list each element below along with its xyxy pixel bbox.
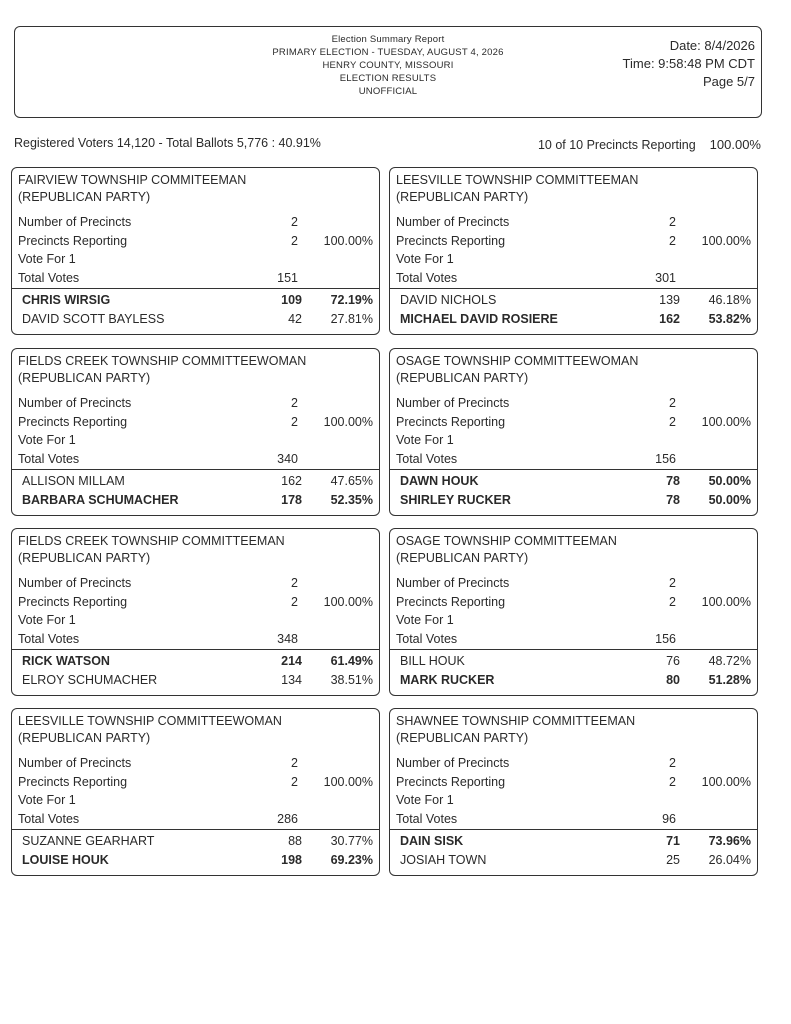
results-divider (390, 288, 757, 289)
stat-value: 2 (291, 576, 298, 590)
candidate-row (22, 832, 373, 850)
number-of-precincts-row (18, 575, 373, 592)
candidate-row (22, 491, 373, 509)
stat-value: 340 (277, 451, 298, 466)
stat-label: Precincts Reporting (396, 414, 506, 429)
stat-value: 286 (277, 811, 298, 826)
contest-box (389, 167, 758, 335)
results-divider (390, 469, 757, 470)
candidate-votes: 71 (666, 834, 680, 848)
candidate-name: DAWN HOUK (400, 474, 479, 488)
results-divider (12, 288, 379, 289)
candidate-name: SUZANNE GEARHART (22, 834, 155, 848)
stat-value: 2 (669, 396, 676, 410)
stat-value: 156 (655, 631, 676, 646)
total-votes-row (396, 270, 751, 287)
stat-label: Vote For 1 (396, 793, 454, 807)
stat-percent: 100.00% (323, 594, 373, 609)
vote-for-row (18, 251, 373, 268)
candidate-row (400, 832, 751, 850)
stat-label: Total Votes (396, 270, 458, 285)
precincts-reporting-pct: 100.00% (709, 137, 761, 152)
vote-for-row (18, 432, 373, 449)
number-of-precincts-row (396, 755, 751, 772)
results-divider (12, 829, 379, 830)
stat-label: Vote For 1 (396, 433, 454, 447)
candidate-row (400, 291, 751, 309)
candidate-row (400, 671, 751, 689)
stat-label: Total Votes (18, 811, 80, 826)
precincts-reporting-row (18, 414, 373, 431)
stat-value: 2 (669, 414, 676, 429)
stat-value: 96 (662, 811, 676, 826)
number-of-precincts-row (18, 755, 373, 772)
stat-label: Number of Precincts (18, 756, 132, 770)
report-meta (623, 37, 755, 91)
status-label: UNOFFICIAL (358, 86, 418, 97)
report-date: Date: 8/4/2026 (669, 38, 755, 53)
candidate-percent: 48.72% (708, 654, 751, 668)
stat-percent: 100.00% (701, 233, 751, 248)
stat-label: Number of Precincts (396, 756, 510, 770)
contest-title (18, 172, 246, 206)
stat-label: Vote For 1 (396, 252, 454, 266)
contest-office: FIELDS CREEK TOWNSHIP COMMITTEEWOMAN (18, 354, 307, 368)
stat-label: Number of Precincts (18, 396, 132, 410)
candidate-percent: 61.49% (330, 654, 373, 668)
stat-value: 2 (669, 576, 676, 590)
stat-label: Precincts Reporting (18, 233, 128, 248)
candidate-name: MARK RUCKER (400, 673, 495, 687)
stat-percent: 100.00% (323, 774, 373, 789)
contest-party: (REPUBLICAN PARTY) (396, 551, 529, 565)
total-votes-row (18, 451, 373, 468)
stat-value: 301 (655, 270, 676, 285)
precincts-reporting-summary: 10 of 10 Precincts Reporting (537, 138, 696, 152)
candidate-votes: 25 (666, 853, 680, 867)
candidate-percent: 47.65% (330, 474, 373, 488)
candidate-percent: 46.18% (708, 293, 751, 307)
candidate-row (22, 652, 373, 670)
candidate-percent: 30.77% (330, 834, 373, 848)
contest-title (18, 713, 282, 747)
candidate-row (22, 291, 373, 309)
candidate-row (400, 310, 751, 328)
stat-percent: 100.00% (701, 594, 751, 609)
contest-office: FIELDS CREEK TOWNSHIP COMMITTEEMAN (18, 534, 285, 548)
stat-label: Vote For 1 (18, 793, 76, 807)
candidate-votes: 80 (666, 673, 680, 687)
voter-summary: Registered Voters 14,120 - Total Ballots 5,776 : 40.91% (14, 136, 321, 150)
candidate-votes: 134 (281, 673, 302, 687)
stat-label: Total Votes (396, 631, 458, 646)
report-title: Election Summary Report (331, 34, 445, 45)
candidate-votes: 109 (281, 293, 302, 307)
results-divider (390, 649, 757, 650)
candidate-percent: 72.19% (330, 293, 373, 307)
contest-party: (REPUBLICAN PARTY) (18, 190, 151, 204)
stat-label: Number of Precincts (396, 396, 510, 410)
candidate-percent: 73.96% (708, 834, 751, 848)
stat-value: 2 (291, 233, 298, 248)
candidate-name: DAVID SCOTT BAYLESS (22, 312, 165, 326)
stat-percent: 100.00% (323, 414, 373, 429)
stat-label: Vote For 1 (396, 613, 454, 627)
stat-value: 2 (291, 774, 298, 789)
results-divider (12, 469, 379, 470)
page-number: Page 5/7 (702, 74, 755, 89)
stat-label: Total Votes (396, 451, 458, 466)
stat-label: Vote For 1 (18, 613, 76, 627)
contest-party: (REPUBLICAN PARTY) (18, 371, 151, 385)
candidate-votes: 139 (659, 293, 680, 307)
candidate-row (22, 472, 373, 490)
stat-value: 2 (669, 756, 676, 770)
contest-box (11, 348, 380, 516)
contest-box (389, 528, 758, 696)
stat-value: 156 (655, 451, 676, 466)
stat-value: 2 (291, 594, 298, 609)
precincts-reporting-row (18, 233, 373, 250)
results-divider (12, 649, 379, 650)
stat-label: Precincts Reporting (396, 594, 506, 609)
report-time: Time: 9:58:48 PM CDT (622, 56, 755, 71)
candidate-name: CHRIS WIRSIG (22, 293, 111, 307)
contest-office: FAIRVIEW TOWNSHIP COMMITEEMAN (18, 173, 247, 187)
results-label: ELECTION RESULTS (339, 73, 437, 84)
stat-label: Total Votes (18, 270, 80, 285)
stat-label: Precincts Reporting (396, 233, 506, 248)
candidate-percent: 50.00% (708, 474, 751, 488)
stat-label: Total Votes (396, 811, 458, 826)
candidate-votes: 162 (659, 312, 680, 326)
total-votes-row (18, 270, 373, 287)
stat-label: Total Votes (18, 451, 80, 466)
candidate-votes: 78 (666, 474, 680, 488)
precincts-reporting-row (396, 594, 751, 611)
contest-office: SHAWNEE TOWNSHIP COMMITTEEMAN (396, 714, 636, 728)
candidate-votes: 198 (281, 853, 302, 867)
results-divider (390, 829, 757, 830)
stat-value: 2 (291, 756, 298, 770)
stat-value: 2 (291, 396, 298, 410)
county-name: HENRY COUNTY, MISSOURI (322, 60, 454, 71)
candidate-percent: 51.28% (708, 673, 751, 687)
stat-label: Vote For 1 (18, 433, 76, 447)
contest-office: OSAGE TOWNSHIP COMMITTEEWOMAN (396, 354, 639, 368)
precinct-summary (538, 137, 761, 152)
stat-label: Precincts Reporting (396, 774, 506, 789)
vote-for-row (18, 792, 373, 809)
contest-party: (REPUBLICAN PARTY) (396, 190, 529, 204)
contest-title (18, 353, 306, 387)
stat-value: 2 (291, 215, 298, 229)
candidate-name: JOSIAH TOWN (400, 853, 487, 867)
stat-value: 151 (277, 270, 298, 285)
precincts-reporting-row (396, 774, 751, 791)
contest-title (396, 533, 617, 567)
candidate-percent: 52.35% (330, 493, 373, 507)
precincts-reporting-row (18, 774, 373, 791)
report-header (14, 26, 762, 118)
stat-label: Total Votes (18, 631, 80, 646)
candidate-percent: 26.04% (708, 853, 751, 867)
contest-party: (REPUBLICAN PARTY) (18, 551, 151, 565)
candidate-percent: 53.82% (708, 312, 751, 326)
contest-box (11, 708, 380, 876)
candidate-row (22, 671, 373, 689)
candidate-name: BILL HOUK (400, 654, 465, 668)
contest-party: (REPUBLICAN PARTY) (396, 731, 529, 745)
vote-for-row (396, 251, 751, 268)
candidate-votes: 42 (288, 312, 302, 326)
candidate-row (400, 851, 751, 869)
stat-value: 2 (669, 774, 676, 789)
stat-label: Precincts Reporting (18, 594, 128, 609)
candidate-name: DAIN SISK (400, 834, 464, 848)
stat-value: 2 (291, 414, 298, 429)
stat-value: 2 (669, 233, 676, 248)
candidate-percent: 38.51% (330, 673, 373, 687)
stat-label: Number of Precincts (396, 215, 510, 229)
contest-box (11, 528, 380, 696)
precincts-reporting-row (396, 233, 751, 250)
total-votes-row (396, 631, 751, 648)
contest-office: OSAGE TOWNSHIP COMMITTEEMAN (396, 534, 617, 548)
stat-label: Precincts Reporting (18, 414, 128, 429)
candidate-votes: 88 (288, 834, 302, 848)
candidate-name: BARBARA SCHUMACHER (22, 493, 179, 507)
vote-for-row (396, 792, 751, 809)
total-votes-row (396, 451, 751, 468)
number-of-precincts-row (396, 214, 751, 231)
contest-title (396, 172, 638, 206)
candidate-name: MICHAEL DAVID ROSIERE (400, 312, 558, 326)
contest-title (396, 353, 638, 387)
contest-box (11, 167, 380, 335)
stat-label: Precincts Reporting (18, 774, 128, 789)
precincts-reporting-row (18, 594, 373, 611)
stat-percent: 100.00% (701, 414, 751, 429)
precincts-reporting-row (396, 414, 751, 431)
contest-box (389, 348, 758, 516)
number-of-precincts-row (18, 395, 373, 412)
stat-value: 348 (277, 631, 298, 646)
candidate-name: LOUISE HOUK (22, 853, 109, 867)
contest-party: (REPUBLICAN PARTY) (396, 371, 529, 385)
contest-office: LEESVILLE TOWNSHIP COMMITTEEMAN (396, 173, 639, 187)
candidate-votes: 178 (281, 493, 302, 507)
stat-label: Number of Precincts (18, 215, 132, 229)
stat-percent: 100.00% (323, 233, 373, 248)
vote-for-row (396, 612, 751, 629)
candidate-votes: 162 (281, 474, 302, 488)
stat-label: Vote For 1 (18, 252, 76, 266)
candidate-name: RICK WATSON (22, 654, 110, 668)
candidate-votes: 78 (666, 493, 680, 507)
candidate-percent: 50.00% (708, 493, 751, 507)
contest-party: (REPUBLICAN PARTY) (18, 731, 151, 745)
candidate-row (400, 472, 751, 490)
candidate-name: SHIRLEY RUCKER (400, 493, 511, 507)
candidate-percent: 69.23% (330, 853, 373, 867)
stat-value: 2 (669, 215, 676, 229)
contest-title (18, 533, 285, 567)
election-name: PRIMARY ELECTION - TUESDAY, AUGUST 4, 2026 (272, 47, 504, 58)
vote-for-row (18, 612, 373, 629)
contest-office: LEESVILLE TOWNSHIP COMMITTEEWOMAN (18, 714, 282, 728)
candidate-name: DAVID NICHOLS (400, 293, 497, 307)
candidate-row (22, 310, 373, 328)
candidate-row (400, 491, 751, 509)
vote-for-row (396, 432, 751, 449)
number-of-precincts-row (396, 395, 751, 412)
candidate-name: ALLISON MILLAM (22, 474, 125, 488)
number-of-precincts-row (396, 575, 751, 592)
candidate-row (400, 652, 751, 670)
number-of-precincts-row (18, 214, 373, 231)
stat-value: 2 (669, 594, 676, 609)
contest-box (389, 708, 758, 876)
candidate-percent: 27.81% (330, 312, 373, 326)
total-votes-row (18, 631, 373, 648)
candidate-votes: 214 (281, 654, 302, 668)
total-votes-row (396, 811, 751, 828)
candidate-row (22, 851, 373, 869)
candidate-name: ELROY SCHUMACHER (22, 673, 158, 687)
stat-label: Number of Precincts (396, 576, 510, 590)
stat-percent: 100.00% (701, 774, 751, 789)
total-votes-row (18, 811, 373, 828)
contest-title (396, 713, 635, 747)
candidate-votes: 76 (666, 654, 680, 668)
stat-label: Number of Precincts (18, 576, 132, 590)
